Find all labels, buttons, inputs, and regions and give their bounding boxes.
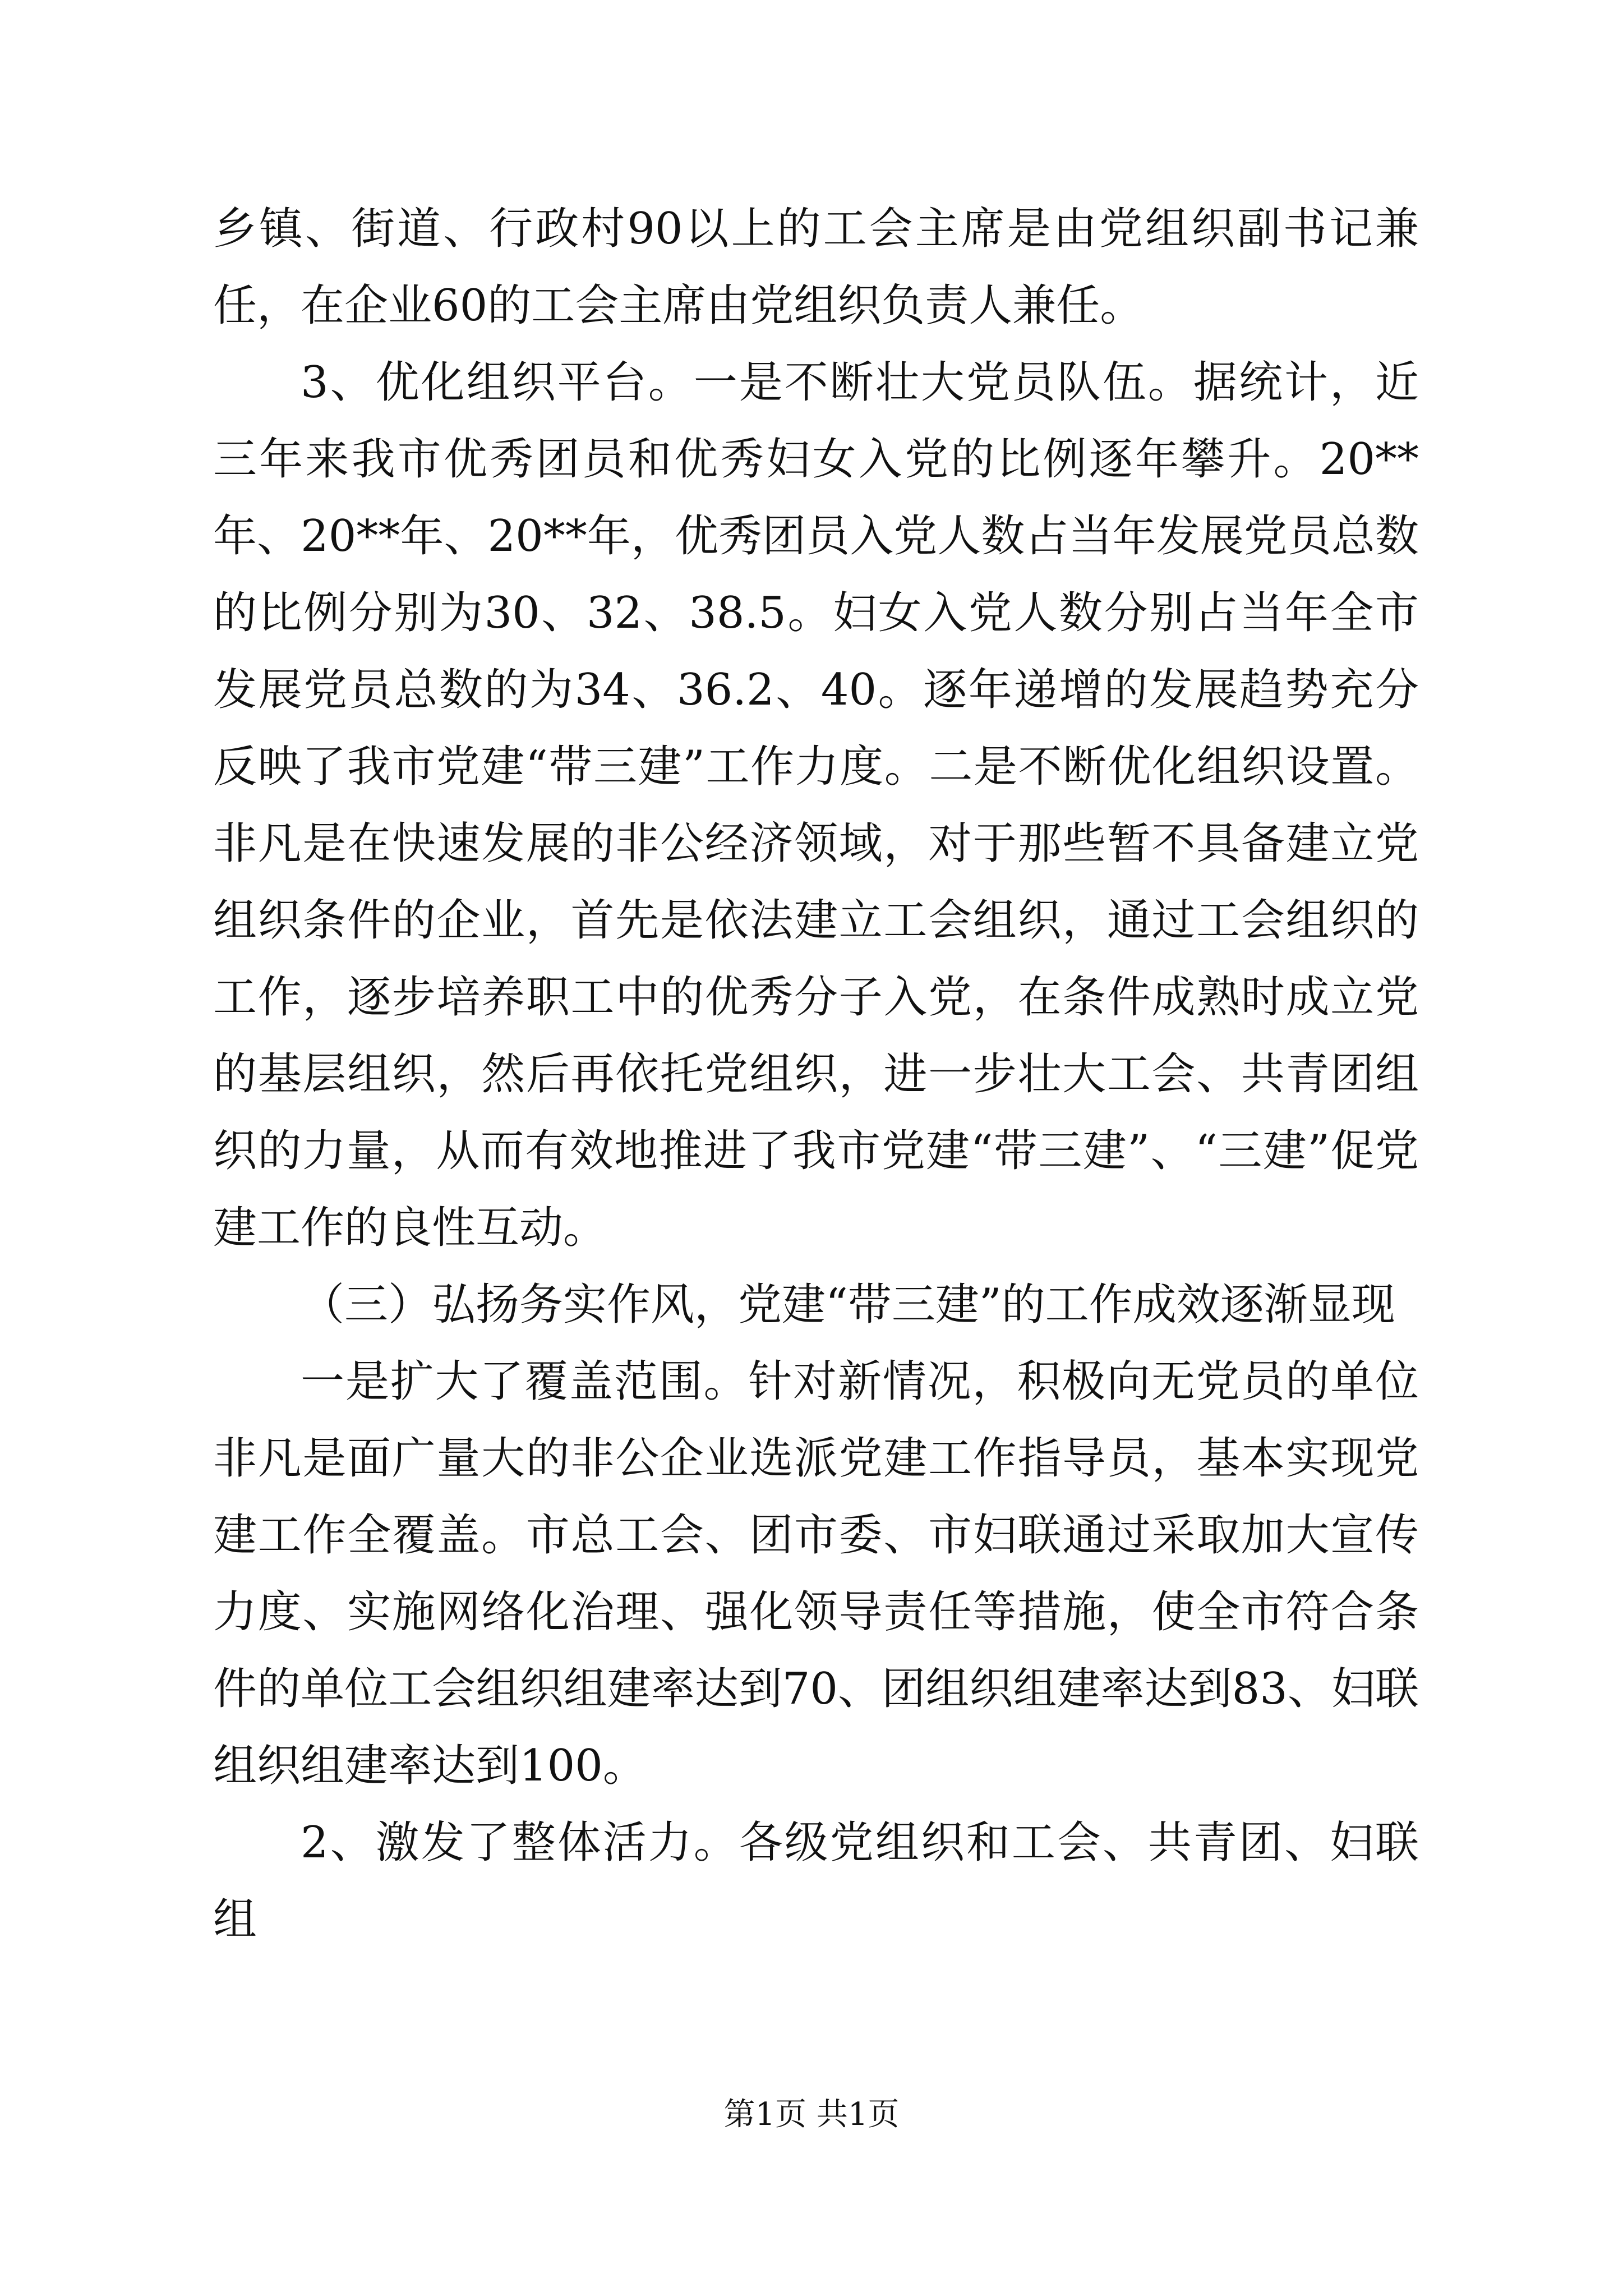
- paragraph-optimize-platform: 3、优化组织平台。一是不断壮大党员队伍。据统计，近三年来我市优秀团员和优秀妇女入党的比例逐年攀升。20**年、20**年、20**年，优秀团员入党人数占当年发展党员总数的比例分别为30、32、38.5。妇女入党人数分别占当年全市发展党员总数的为34、36.2、40。逐年递增的发展趋势充分反映了我市党建“带三建”工作力度。二是不断优化组织设置。非凡是在快速发展的非公经济领域，对于那些暂不具备建立党组织条件的企业，首先是依法建立工会组织，通过工会组织的工作，逐步培养职工中的优秀分子入党，在条件成熟时成立党的基层组织，然后再依托党组织，进一步壮大工会、共青团组织的力量，从而有效地推进了我市党建“带三建”、“三建”促党建工作的良性互动。: [213, 357, 1419, 1253]
- paragraph-coverage: 一是扩大了覆盖范围。针对新情况，积极向无党员的单位非凡是面广量大的非公企业选派党建工作指导员，基本实现党建工作全覆盖。市总工会、团市委、市妇联通过采取加大宣传力度、实施网络化治理、强化领导责任等措施，使全市符合条件的单位工会组织组建率达到70、团组织组建率达到83、妇联组织组建率达到100。: [213, 1356, 1419, 1791]
- section-heading: （三）弘扬务实作风，党建“带三建”的工作成效逐渐显现: [301, 1280, 1395, 1330]
- page-footer: 第1页 共1页: [723, 2096, 900, 2133]
- paragraph-continuation: 乡镇、街道、行政村90以上的工会主席是由党组织副书记兼任，在企业60的工会主席由党组织负责人兼任。: [213, 204, 1419, 331]
- document-body: [213, 191, 1419, 1958]
- paragraph-vitality: 2、激发了整体活力。各级党组织和工会、共青团、妇联组: [213, 1818, 1419, 1945]
